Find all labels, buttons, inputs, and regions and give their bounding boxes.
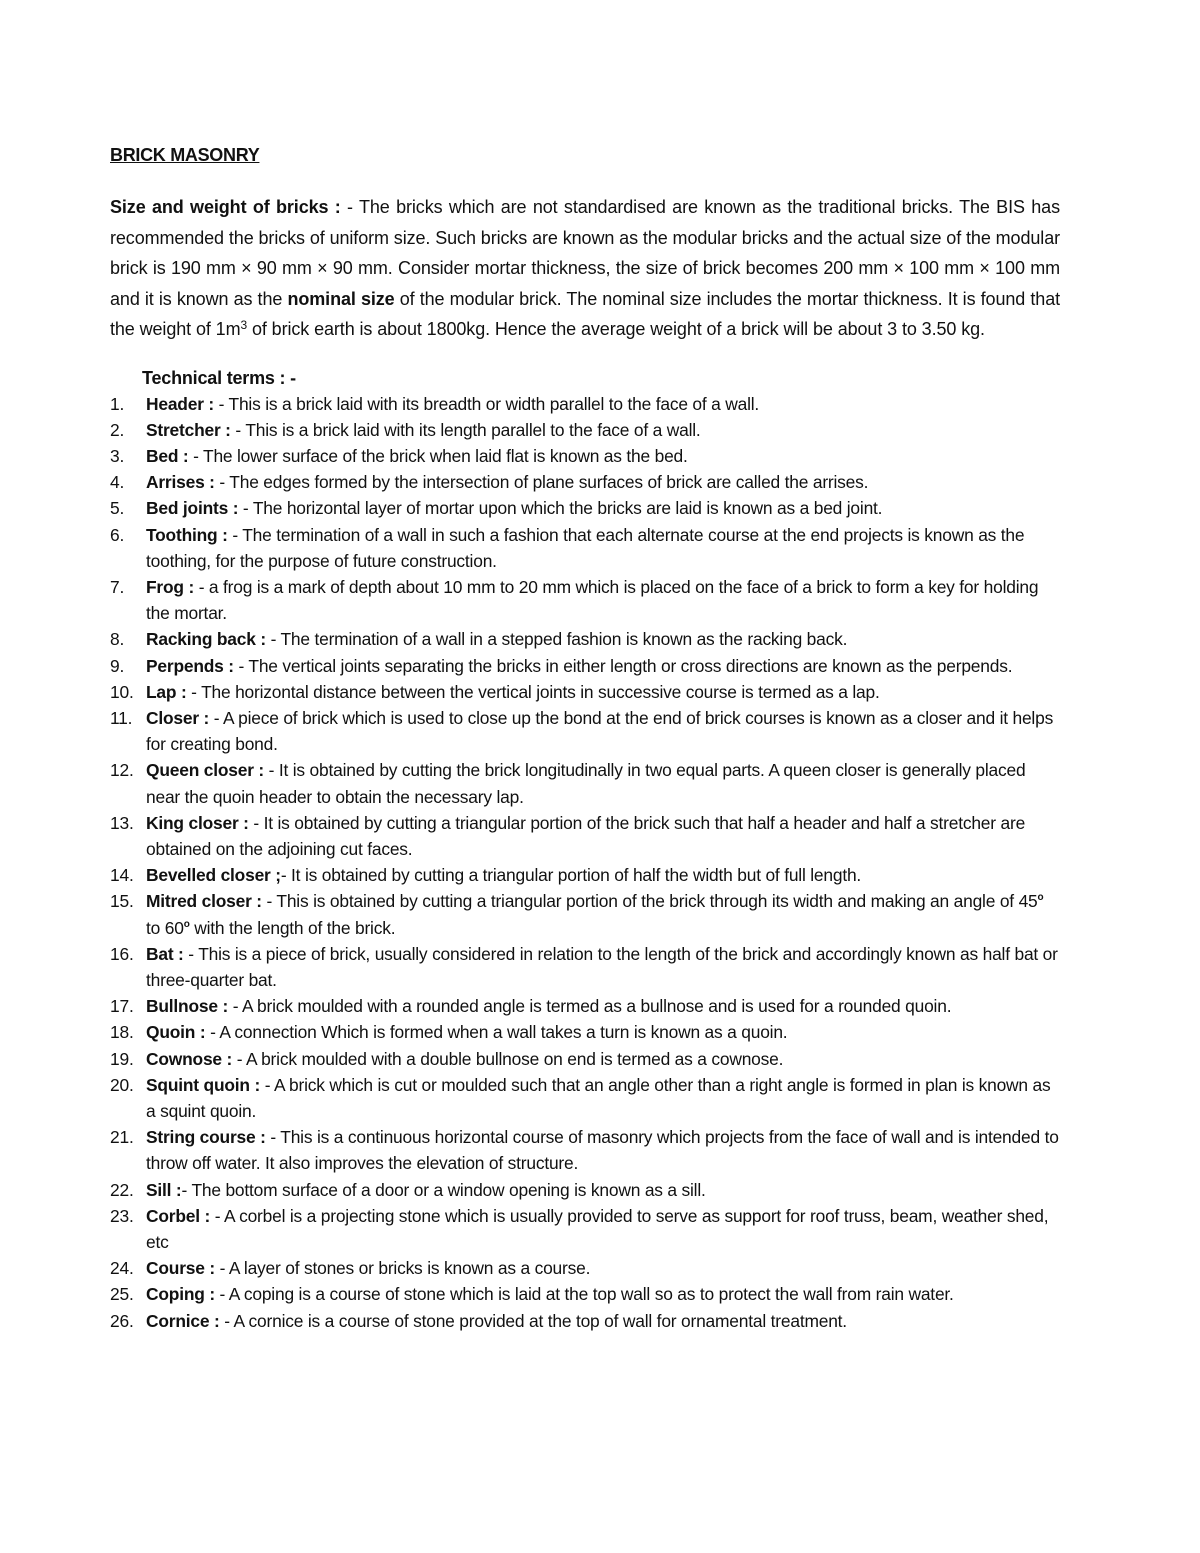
term-name: Arrises : — [146, 472, 215, 493]
term-definition: - A layer of stones or bricks is known as a course. — [214, 1258, 591, 1279]
list-item-number: 15. — [110, 891, 134, 912]
term-definition: - It is obtained by cutting a triangular portion of the brick such that half a header and half a stretcher are obtained on the adjoining cut faces. — [146, 812, 1026, 859]
term-name: Perpends : — [146, 655, 234, 676]
angle-value-1: 45 — [1018, 891, 1038, 912]
term-name: Sill : — [146, 1179, 182, 1200]
list-item — [110, 626, 1060, 652]
document-page — [110, 140, 1060, 1334]
term-definition: - The edges formed by the intersection of plane surfaces of brick are called the arrises. — [214, 472, 869, 493]
list-item — [110, 1177, 1060, 1203]
list-item — [110, 443, 1060, 469]
list-item-number: 14. — [110, 865, 134, 886]
list-item-number: 4. — [110, 472, 125, 493]
technical-terms-list — [110, 391, 1060, 1334]
list-item — [110, 1308, 1060, 1334]
term-name: Stretcher : — [146, 419, 231, 440]
list-item-number: 9. — [110, 655, 125, 676]
list-item-number: 2. — [110, 419, 125, 440]
list-item — [110, 862, 1060, 888]
term-name: Lap : — [146, 681, 187, 702]
angle-value-2: 60 — [164, 917, 184, 938]
intro-text-2: of the modular brick. The nominal size includes the mortar thickness. It is found that the weight of 1m — [110, 288, 1061, 339]
intro-paragraph — [110, 192, 1060, 345]
term-name: Frog : — [146, 576, 195, 597]
list-item-number: 7. — [110, 576, 125, 597]
intro-superscript: 3 — [240, 318, 248, 332]
term-name: Toothing : — [146, 524, 228, 545]
list-item-number: 17. — [110, 996, 134, 1017]
list-item — [110, 1281, 1060, 1307]
term-name: Closer : — [146, 707, 210, 728]
list-item-number: 19. — [110, 1048, 134, 1069]
list-item — [110, 679, 1060, 705]
term-definition: - A brick which is cut or moulded such that an angle other than a right angle is formed in plan is known as a squint quoin. — [146, 1074, 1051, 1121]
term-name: Course : — [146, 1258, 215, 1279]
list-item — [110, 1072, 1060, 1124]
term-name: Quoin : — [146, 1022, 206, 1043]
list-item-number: 20. — [110, 1074, 134, 1095]
term-name: Mitred closer : — [146, 891, 262, 912]
term-name: Bed : — [146, 445, 189, 466]
term-definition: - This is a piece of brick, usually considered in relation to the length of the brick and accordingly known as half bat or three-quarter bat. — [146, 943, 1058, 990]
term-definition: - A cornice is a course of stone provided at the top of wall for ornamental treatment. — [219, 1310, 847, 1331]
term-definition: - This is a brick laid with its length parallel to the face of a wall. — [230, 419, 701, 440]
list-item-number: 23. — [110, 1205, 134, 1226]
term-definition: - A brick moulded with a rounded angle is termed as a bullnose and is used for a rounded quoin. — [228, 996, 952, 1017]
list-item — [110, 574, 1060, 626]
list-item-number: 5. — [110, 498, 125, 519]
degree-symbol: o — [183, 918, 190, 930]
list-item-number: 22. — [110, 1179, 134, 1200]
term-name: Bed joints : — [146, 498, 239, 519]
term-name: Cownose : — [146, 1048, 233, 1069]
list-item — [110, 469, 1060, 495]
technical-terms-heading: Technical terms : - — [142, 367, 296, 388]
list-item-number: 13. — [110, 812, 134, 833]
term-name: Corbel : — [146, 1205, 211, 1226]
list-item — [110, 1124, 1060, 1176]
list-item-number: 21. — [110, 1127, 134, 1148]
term-definition: - This is obtained by cutting a triangular portion of the brick through its width and making an angle of — [261, 891, 1019, 912]
term-definition: - The horizontal distance between the vertical joints in successive course is termed as a lap. — [186, 681, 880, 702]
term-definition: - A brick moulded with a double bullnose on end is termed as a cownose. — [232, 1048, 784, 1069]
term-name: King closer : — [146, 812, 249, 833]
page-title: BRICK MASONRY — [110, 145, 260, 165]
term-definition: - A coping is a course of stone which is laid at the top wall so as to protect the wall from rain water. — [214, 1284, 954, 1305]
list-item — [110, 1255, 1060, 1281]
term-definition: - A corbel is a projecting stone which is usually provided to serve as support for roof truss, beam, weather shed, etc — [146, 1205, 1049, 1252]
list-item — [110, 705, 1060, 757]
list-item-number: 11. — [110, 707, 133, 728]
term-definition-tail: with the length of the brick. — [189, 917, 396, 938]
list-item — [110, 1046, 1060, 1072]
list-item-number: 25. — [110, 1284, 134, 1305]
term-definition: - The termination of a wall in such a fashion that each alternate course at the end projects is known as the toothing, for the purpose of future construction. — [146, 524, 1025, 571]
term-definition: - The bottom surface of a door or a window opening is known as a sill. — [181, 1179, 706, 1200]
term-definition: - A connection Which is formed when a wall takes a turn is known as a quoin. — [205, 1022, 788, 1043]
term-definition-mid: to — [146, 917, 165, 938]
list-item — [110, 1203, 1060, 1255]
list-item — [110, 941, 1060, 993]
term-definition: - The lower surface of the brick when laid flat is known as the bed. — [188, 445, 688, 466]
list-item-number: 12. — [110, 760, 134, 781]
list-item — [110, 417, 1060, 443]
term-name: Coping : — [146, 1284, 215, 1305]
list-item-number: 8. — [110, 629, 125, 650]
term-definition: - The termination of a wall in a stepped fashion is known as the racking back. — [265, 629, 848, 650]
term-definition: - The vertical joints separating the bricks in either length or cross directions are known as the perpends. — [233, 655, 1013, 676]
term-definition: - The horizontal layer of mortar upon which the bricks are laid is known as a bed joint. — [238, 498, 883, 519]
intro-text-1: - The bricks which are not standardised are known as the traditional bricks. The BIS has recommended the bricks of uniform size. Such bricks are known as the modular bricks and the actual size of the modular brick is 190 mm × 90 mm × 90 mm. Consider mortar thickness, the size of brick becomes 200 mm × 100 mm × 100 mm and it is known as the — [110, 197, 1060, 309]
term-name: Bat : — [146, 943, 184, 964]
list-item-number: 26. — [110, 1310, 134, 1331]
term-definition: - A piece of brick which is used to close up the bond at the end of brick courses is known as a closer and it helps for creating bond. — [146, 707, 1054, 755]
list-item-number: 1. — [110, 393, 125, 414]
list-item-number: 10. — [110, 681, 134, 702]
term-name: String course : — [146, 1127, 266, 1148]
list-item-number: 16. — [110, 943, 134, 964]
list-item-number: 6. — [110, 524, 125, 545]
term-definition: - This is a continuous horizontal course of masonry which projects from the face of wall and is intended to throw off water. It also improves the elevation of structure. — [146, 1127, 1059, 1174]
list-item — [110, 495, 1060, 521]
degree-symbol: o — [1037, 892, 1044, 904]
intro-nominal-size: nominal size — [287, 288, 395, 309]
term-name: Racking back : — [146, 629, 266, 650]
term-definition: - a frog is a mark of depth about 10 mm to 20 mm which is placed on the face of a brick to form a key for holding the mortar. — [146, 576, 1039, 624]
list-item-number: 18. — [110, 1022, 134, 1043]
intro-text-3: of brick earth is about 1800kg. Hence the average weight of a brick will be about 3 to 3.50 kg. — [247, 319, 985, 339]
term-definition: - It is obtained by cutting a triangular portion of half the width but of full length. — [280, 865, 862, 886]
list-item — [110, 757, 1060, 809]
list-item — [110, 391, 1060, 417]
term-name: Squint quoin : — [146, 1074, 261, 1095]
list-item-number: 24. — [110, 1258, 134, 1279]
term-name: Bullnose : — [146, 996, 229, 1017]
term-name: Header : — [146, 393, 214, 414]
list-item — [110, 888, 1060, 940]
term-name: Cornice : — [146, 1310, 220, 1331]
term-definition: - It is obtained by cutting the brick longitudinally in two equal parts. A queen closer is generally placed near the quoin header to obtain the necessary lap. — [146, 760, 1026, 807]
list-item — [110, 810, 1060, 862]
intro-lead: Size and weight of bricks : — [110, 197, 341, 217]
term-name: Queen closer : — [146, 760, 265, 781]
list-item — [110, 1019, 1060, 1045]
list-item — [110, 653, 1060, 679]
list-item — [110, 522, 1060, 574]
list-item — [110, 993, 1060, 1019]
list-item-number: 3. — [110, 445, 125, 466]
term-name: Bevelled closer ; — [146, 865, 281, 886]
term-definition: - This is a brick laid with its breadth or width parallel to the face of a wall. — [214, 393, 760, 414]
